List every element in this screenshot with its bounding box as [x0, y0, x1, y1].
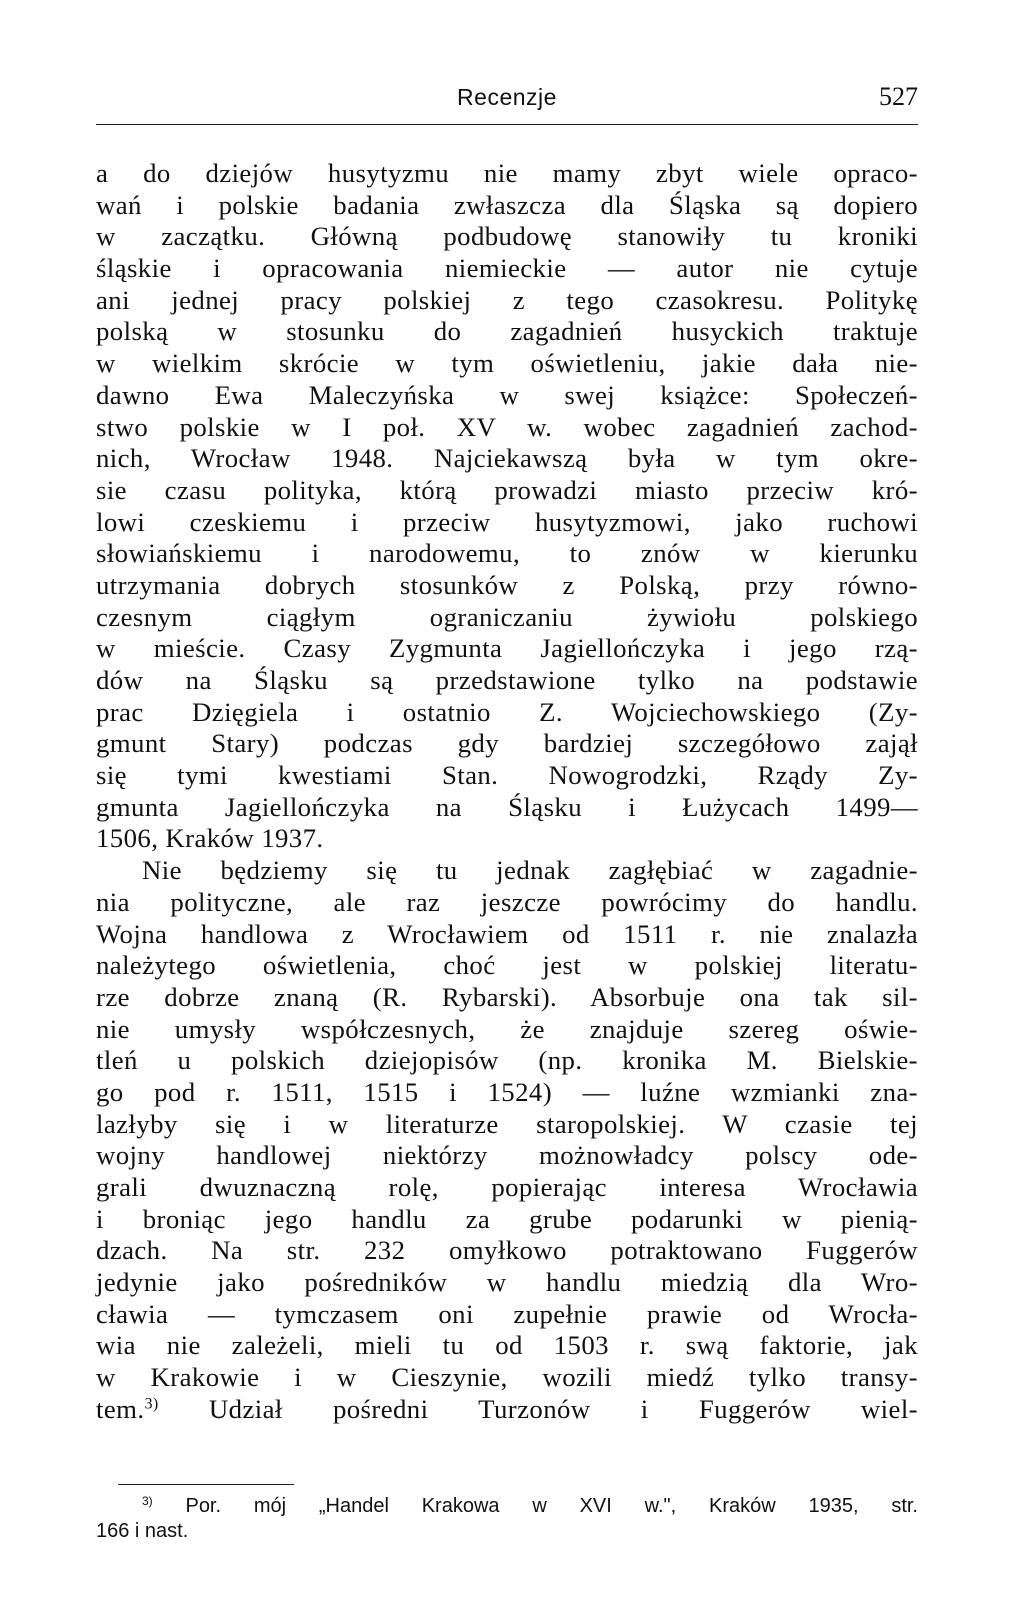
text-fragment: tem. — [96, 1393, 145, 1424]
text-line: Nie będziemy się tu jednak zagłębiać w zagadnie- — [142, 855, 918, 886]
text-line: ani jednej pracy polskiej z tego czasokresu. Politykę — [96, 284, 918, 315]
page-header — [96, 78, 918, 118]
text-line: nia polityczne, ale raz jeszcze powrócimy do handlu. — [96, 886, 918, 917]
footnote-marker: 3) — [142, 1493, 153, 1508]
header-rule — [96, 124, 918, 125]
footnote-text: Por. mój „Handel Krakowa w XVI w.", Kraków 1935, str. — [152, 1495, 918, 1517]
text-line: rze dobrze znaną (R. Rybarski). Absorbuje ona tak sil- — [96, 981, 918, 1012]
footnote-line — [96, 1494, 918, 1519]
text-line: wojny handlowej niektórzy możnowładcy polscy ode- — [96, 1140, 918, 1171]
text-line: utrzymania dobrych stosunków z Polską, przy równo- — [96, 569, 918, 600]
text-line: w mieście. Czasy Zygmunta Jagiellończyka i jego rzą- — [96, 633, 918, 664]
text-line: słowiańskiemu i narodowemu, to znów w kierunku — [96, 538, 918, 569]
text-line: należytego oświetlenia, choć jest w polskiej literatu- — [96, 950, 918, 981]
text-line: nich, Wrocław 1948. Najciekawszą była w tym okre- — [96, 443, 918, 474]
text-line: polską w stosunku do zagadnień husyckich traktuje — [96, 316, 918, 347]
text-line: dzach. Na str. 232 omyłkowo potraktowano Fuggerów — [96, 1235, 918, 1266]
text-line: jedynie jako pośredników w handlu miedzią dla Wro- — [96, 1267, 918, 1298]
text-line: prac Dzięgiela i ostatnio Z. Wojciechowskiego (Zy- — [96, 696, 918, 727]
text-line: czesnym ciągłym ograniczaniu żywiołu polskiego — [96, 601, 918, 632]
text-line: dawno Ewa Maleczyńska w swej książce: Społeczeń- — [96, 379, 918, 410]
text-line: i broniąc jego handlu za grube podarunki w pienią- — [96, 1203, 918, 1234]
text-line: w Krakowie i w Cieszynie, wozili miedź tylko transy- — [96, 1362, 918, 1393]
text-line: nie umysły współczesnych, że znajduje szereg oświe- — [96, 1013, 918, 1044]
text-line: grali dwuznaczną rolę, popierając interesa Wrocławia — [96, 1172, 918, 1202]
body-text — [96, 158, 918, 1426]
footnote-line: 166 i nast. — [96, 1520, 189, 1542]
page-number: 527 — [879, 82, 918, 111]
text-line: śląskie i opracowania niemieckie — autor nie cytuje — [96, 253, 918, 284]
text-line: lazłyby się i w literaturze staropolskiej. W czasie tej — [96, 1108, 918, 1139]
text-line: się tymi kwestiami Stan. Nowogrodzki, Rządy Zy- — [96, 760, 918, 791]
running-head: Recenzje — [457, 84, 557, 110]
text-line: cławia — tymczasem oni zupełnie prawie od Wrocła- — [96, 1298, 918, 1329]
footnote-rule — [118, 1484, 294, 1485]
text-line: lowi czeskiemu i przeciw husytyzmowi, jako ruchowi — [96, 506, 918, 537]
text-line: stwo polskie w I poł. XV w. wobec zagadnień zachod- — [96, 411, 918, 442]
text-line: go pod r. 1511, 1515 i 1524) — luźne wzmianki zna- — [96, 1076, 918, 1107]
text-line: gmunt Stary) podczas gdy bardziej szczegółowo zajął — [96, 728, 918, 759]
text-line: wia nie zależeli, mieli tu od 1503 r. swą faktorie, jak — [96, 1330, 918, 1361]
text-line: wań i polskie badania zwłaszcza dla Śląska są dopiero — [96, 189, 918, 220]
text-line: w zaczątku. Główną podbudowę stanowiły tu kroniki — [96, 221, 918, 252]
text-line: a do dziejów husytyzmu nie mamy zbyt wiele opraco- — [96, 158, 918, 188]
footnotes — [96, 1494, 918, 1544]
text-line: dów na Śląsku są przedstawione tylko na podstawie — [96, 665, 918, 695]
text-line: 1506, Kraków 1937. — [96, 823, 324, 854]
text-line: gmunta Jagiellończyka na Śląsku i Łużycach 1499— — [96, 791, 918, 822]
text-line: Wojna handlowa z Wrocławiem od 1511 r. nie znalazła — [96, 918, 918, 949]
text-line: w wielkim skrócie w tym oświetleniu, jakie dała nie- — [96, 348, 918, 379]
text-line: sie czasu polityka, którą prowadzi miasto przeciw kró- — [96, 474, 918, 505]
text-line-final — [96, 1394, 918, 1426]
footnote-reference[interactable]: 3) — [144, 1395, 159, 1413]
text-line: tleń u polskich dziejopisów (np. kronika M. Bielskie- — [96, 1045, 918, 1076]
text-fragment: Udział pośredni Turzonów i Fuggerów wiel- — [158, 1393, 918, 1424]
